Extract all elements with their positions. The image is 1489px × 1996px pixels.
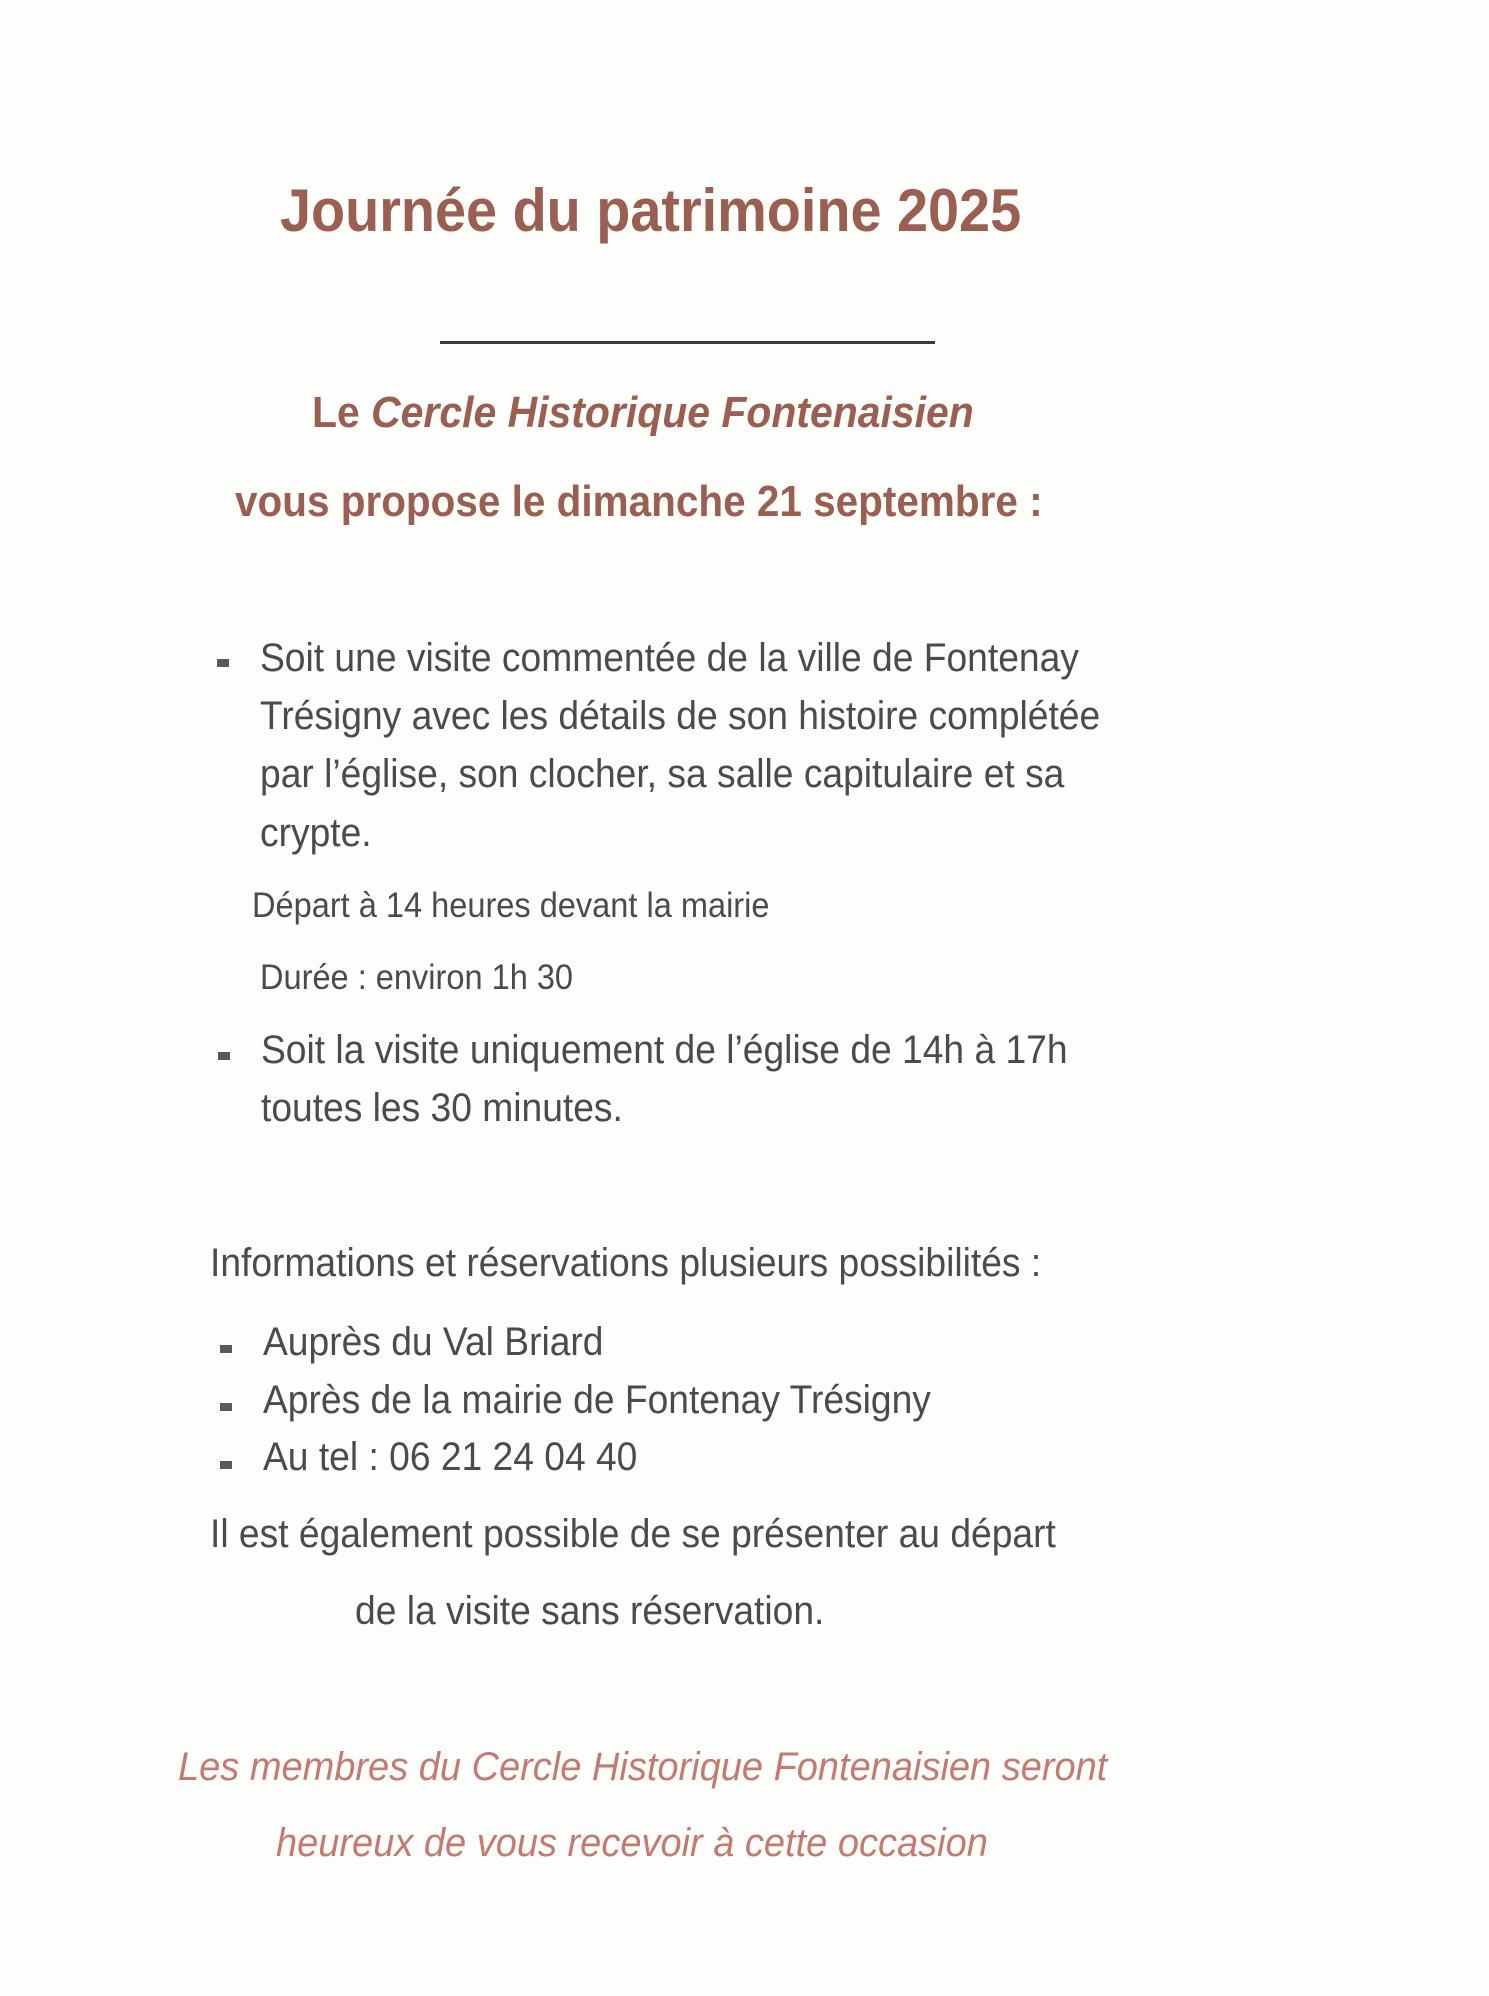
footer-line-1: Les membres du Cercle Historique Fontenaisien seront <box>178 1745 1108 1789</box>
option-1-duration: Durée : environ 1h 30 <box>260 958 574 997</box>
bullet-square-icon <box>218 1052 230 1060</box>
option-2-line-2: toutes les 30 minutes. <box>261 1086 623 1130</box>
option-1-line-1: Soit une visite commentée de la ville de Fontenay <box>260 636 1079 680</box>
bullet-square-icon <box>220 1403 232 1411</box>
footer-line-2: heureux de vous recevoir à cette occasion <box>276 1821 988 1865</box>
title-divider <box>440 341 935 344</box>
info-note-line-1: Il est également possible de se présenter au départ <box>210 1512 1056 1556</box>
info-item-val-briard: Auprès du Val Briard <box>263 1320 604 1364</box>
info-item-mairie: Après de la mairie de Fontenay Trésigny <box>263 1378 931 1422</box>
subtitle-organization-line <box>312 388 974 438</box>
option-1-line-2: Trésigny avec les détails de son histoire complétée <box>260 694 1101 738</box>
info-note-line-2: de la visite sans réservation. <box>355 1589 825 1633</box>
option-1-line-3: par l’église, son clocher, sa salle capitulaire et sa <box>260 752 1065 796</box>
info-item-phone: Au tel : 06 21 24 04 40 <box>263 1435 638 1479</box>
bullet-square-icon <box>217 659 229 667</box>
subtitle-prefix: Le <box>312 388 372 437</box>
bullet-square-icon <box>220 1345 232 1353</box>
page-title: Journée du patrimoine 2025 <box>280 177 1022 244</box>
option-1-departure: Départ à 14 heures devant la mairie <box>252 886 770 925</box>
option-2-line-1: Soit la visite uniquement de l’église de 14h à 17h <box>261 1028 1068 1072</box>
subtitle-date-line: vous propose le dimanche 21 septembre : <box>235 477 1043 526</box>
info-heading: Informations et réservations plusieurs possibilités : <box>210 1241 1042 1285</box>
option-1-line-4: crypte. <box>260 811 372 855</box>
bullet-square-icon <box>220 1461 232 1469</box>
organization-name: Cercle Historique Fontenaisien <box>371 388 974 437</box>
